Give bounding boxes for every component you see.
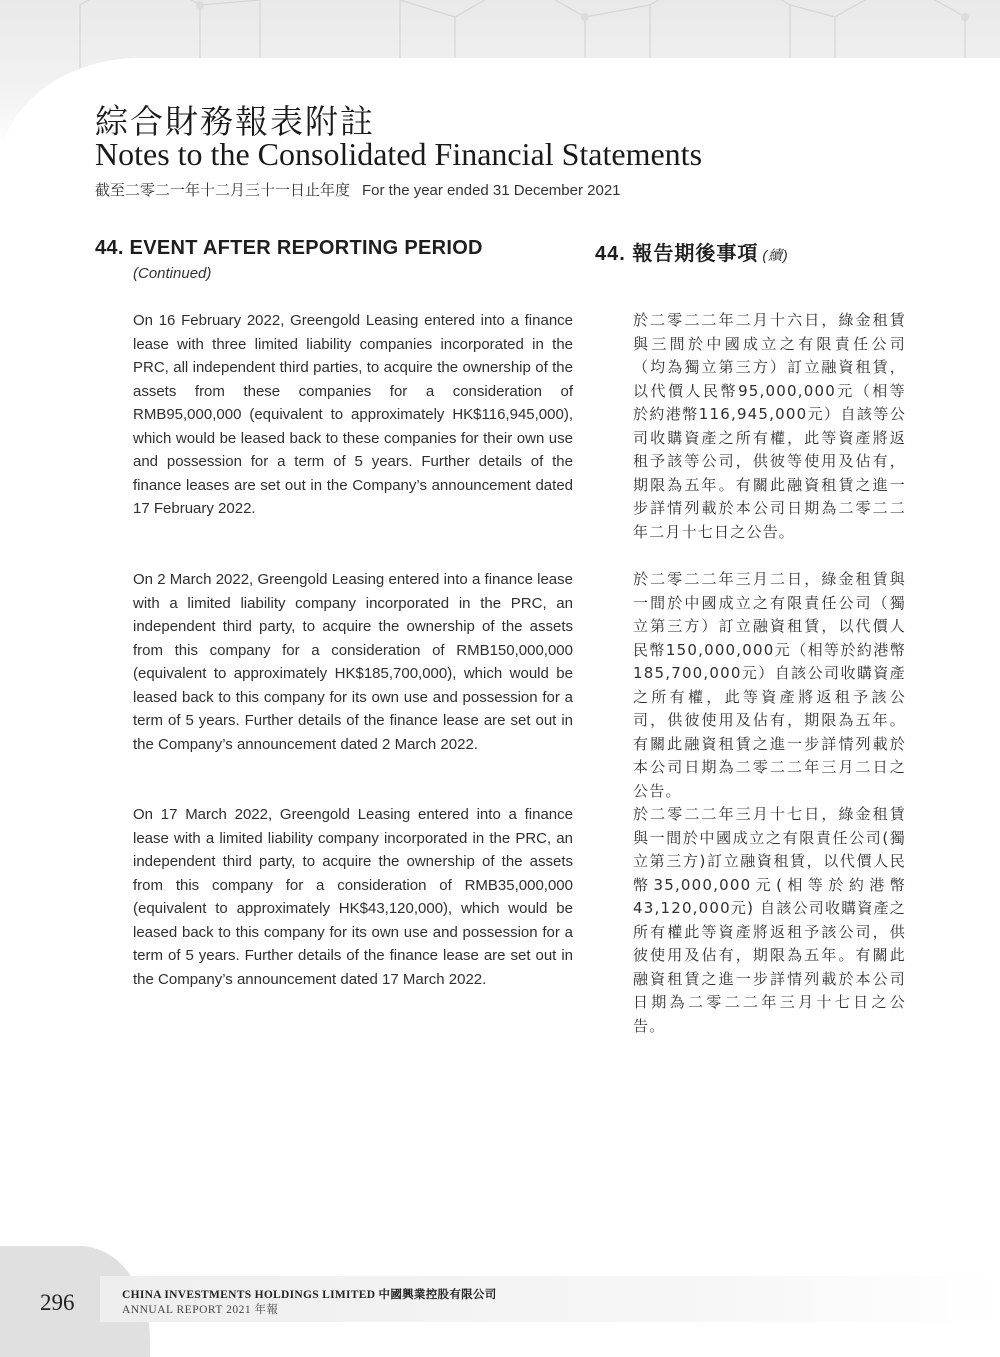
section-heading-en: 44. EVENT AFTER REPORTING PERIOD <box>95 237 483 259</box>
section-heading-zh: 44. 報告期後事項 <box>595 243 759 265</box>
paragraph-zh-2: 於二零二二年三月二日，綠金租賃與一間於中國成立之有限責任公司（獨立第三方）訂立融資租賃，以代價人民幣150,000,000元（相等於約港幣185,700,000元）自該公司收購資產之所有權，此等資產將返租予該公司，供彼使用及佔有，期限為五年。有關此融資租賃之進一步詳情列載於本公司日期為二零二二年三月二日之公告。 <box>633 570 906 800</box>
paragraph-zh-1: 於二零二二年二月十六日，綠金租賃與三間於中國成立之有限責任公司（均為獨立第三方）訂立融資租賃，以代價人民幣95,000,000元（相等於約港幣116,945,000元）自該等公司收購資產之所有權，此等資產將返租予該等公司，供彼等使用及佔有，期限為五年。有關此融資租賃之進一步詳情列載於本公司日期為二零二二年二月十七日之公告。 <box>633 311 906 541</box>
footer-report: ANNUAL REPORT 2021 年報 <box>122 1304 279 1316</box>
section-heading-zh-wrap <box>595 237 789 266</box>
period-zh: 截至二零二一年十二月三十一日止年度 <box>95 182 351 199</box>
section-continued-en: (Continued) <box>133 265 212 282</box>
paragraph-zh-3: 於二零二二年三月十七日，綠金租賃與一間於中國成立之有限責任公司(獨立第三方)訂立融資租賃，以代價人民幣35,000,000元(相等於約港幣43,120,000元) 自該公司收購資產之所有權此等資產將返租予該公司，供彼使用及佔有，期限為五年。有關此融資租賃之進一步詳情列載於本公司日期為二零二二年三月十七日之公告。 <box>633 805 906 1035</box>
paragraph-en-3: On 17 March 2022, Greengold Leasing entered into a finance lease with a limited liability company incorporated in the PRC, an independent third party, to acquire the ownership of the assets from this company for a consideration of RMB35,000,000 (equivalent to approximately HK$43,120,000), which would be leased back to this company for its own use and possession for a term of 5 years. Further details of the finance lease are set out in the Company’s announcement dated 17 March 2022. <box>133 806 573 988</box>
period-subtitle <box>95 179 621 200</box>
footer-company: CHINA INVESTMENTS HOLDINGS LIMITED 中國興業控股有限公司 <box>122 1289 497 1301</box>
page-title-en: Notes to the Consolidated Financial Statements <box>95 136 703 172</box>
paragraph-en-1: On 16 February 2022, Greengold Leasing entered into a finance lease with three limited liability companies incorporated in the PRC, all independent third parties, to acquire the ownership of the assets from these companies for a consideration of RMB95,000,000 (equivalent to approximately HK$116,945,000), which would be leased back to these companies for their own use and possession for a term of 5 years. Further details of the finance leases are set out in the Company’s announcement dated 17 February 2022. <box>133 312 573 517</box>
page-number: 296 <box>40 1290 75 1315</box>
page-title-zh: 綜合財務報表附註 <box>95 102 375 141</box>
section-continued-zh: (續) <box>762 247 789 263</box>
period-en: For the year ended 31 December 2021 <box>362 182 621 199</box>
paragraph-en-2: On 2 March 2022, Greengold Leasing entered into a finance lease with a limited liability company incorporated in the PRC, an independent third party, to acquire the ownership of the assets from this company for a consideration of RMB150,000,000 (equivalent to approximately HK$185,700,000), which would be leased back to this company for its own use and possession for a term of 5 years. Further details of the finance lease are set out in the Company’s announcement dated 2 March 2022. <box>133 571 573 753</box>
